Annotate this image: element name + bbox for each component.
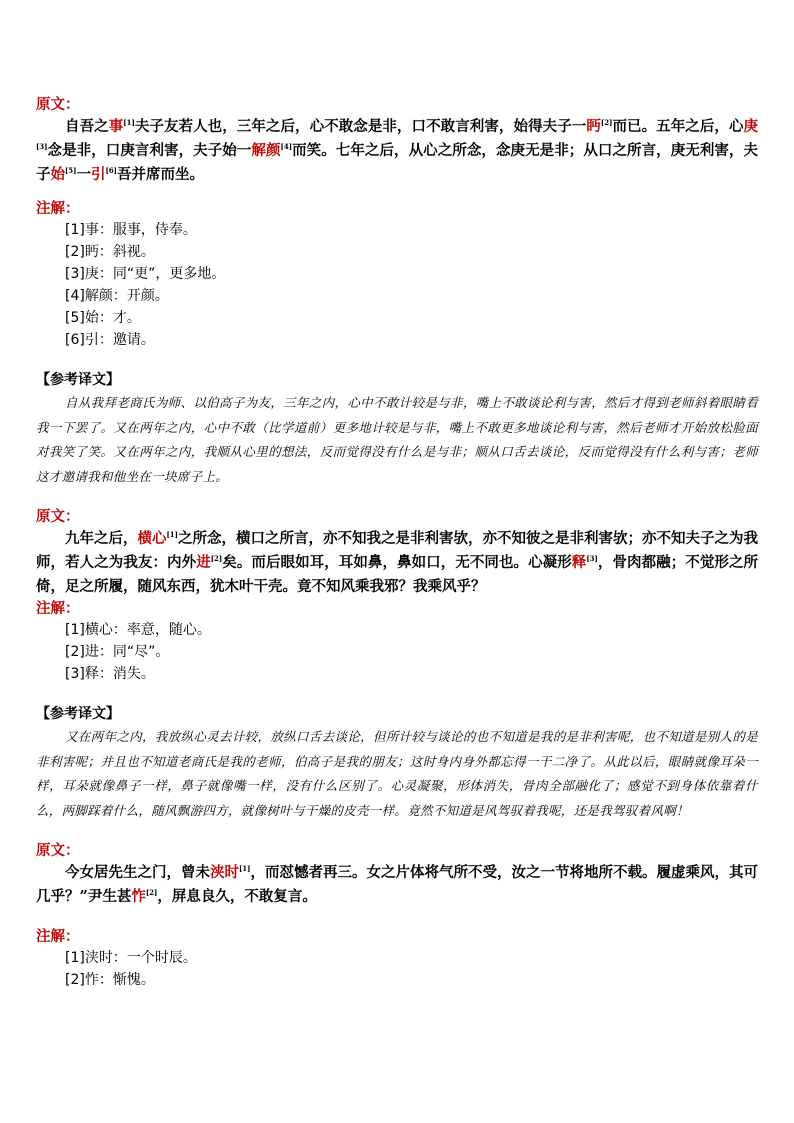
notes-list [36, 947, 758, 991]
reference-translation-heading: 【参考译文】 [36, 372, 120, 388]
annotated-term: 庚 [743, 118, 759, 135]
original-text [36, 527, 758, 599]
original-text-segment: 九年之后， [65, 530, 138, 547]
annotated-term: 引 [91, 166, 106, 183]
note-item: [2]眄：斜视。 [65, 244, 155, 260]
original-text-segment: ，而怼憾者再三。女之片体将气所不受，汝之一节将地所不载。履虚乘风，其可几乎？”尹生甚 [36, 864, 758, 905]
note-item: [1]事：服事，侍奉。 [65, 222, 197, 238]
original-text-segment: 一 [76, 166, 91, 183]
original-text [36, 115, 758, 187]
footnote-marker: [4] [280, 142, 293, 151]
original-text-segment: 矣。而后眼如耳，耳如鼻，鼻如口，无不同也。心凝形 [222, 554, 572, 571]
footnote-marker: [3] [36, 142, 48, 151]
footnote-marker: [2] [600, 118, 613, 127]
original-text-segment: 之所念，横口之所言，亦不知我之是非利害欤，亦不知彼之是非利害欤；亦不知夫子之为我师，若人之为我友：内外 [36, 530, 758, 571]
annotated-term: 释 [571, 554, 587, 571]
original-text-segment: 念是非，口庚言利害，夫子始一 [47, 142, 252, 159]
footnote-marker: [5] [65, 166, 77, 175]
note-item: [2]进：同“尽”。 [65, 644, 170, 660]
translation-text: 自从我拜老商氏为师、以伯高子为友，三年之内，心中不敢计较是与非，嘴上不敢谈论利与害，然后才得到老师斜着眼睛看我一下罢了。又在两年之内，心中不敢（比学道前）更多地计较是与非，嘴上不敢更多地谈论利与害，然后老师才开始放松脸面对我笑了笑。又在两年之内，我顺从心里的想法，反而觉得没有什么是与非；顺从口舌去谈论，反而觉得没有什么利与害；老师这才邀请我和他坐在一块席子上。 [36, 395, 758, 484]
note-item: [1]横心：率意，随心。 [65, 622, 211, 638]
note-item: [1]浃时：一个时辰。 [65, 950, 197, 966]
notes-list [36, 219, 758, 351]
footnote-marker: [2] [210, 554, 223, 563]
annotated-term: 解颜 [251, 142, 281, 159]
original-text-segment: 吾并席而坐。 [117, 166, 204, 183]
original-label: 原文： [36, 842, 80, 859]
original-label: 原文： [36, 508, 80, 525]
note-item: [4]解颜：开颜。 [65, 288, 169, 304]
annotated-term: 始 [50, 166, 65, 183]
notes-list [36, 619, 758, 685]
notes-label: 注解： [36, 600, 80, 617]
footnote-marker: [1] [166, 530, 178, 539]
original-text-segment: 自吾之 [65, 118, 109, 135]
annotated-term: 浃时 [210, 864, 239, 881]
reference-translation-heading: 【参考译文】 [36, 706, 120, 722]
original-text-segment: ，屏息良久，不敢复言。 [157, 888, 317, 905]
annotated-term: 眄 [586, 118, 601, 135]
original-label: 原文： [36, 96, 80, 113]
original-text-segment: ，骨肉都融；不觉形之所倚，足之所履，随风东西，犹木叶干壳。竟不知风乘我邪？我乘风乎？ [36, 554, 759, 595]
original-text [36, 861, 758, 909]
annotated-term: 事 [108, 118, 124, 135]
footnote-marker: [1] [123, 118, 135, 127]
note-item: [6]引：邀请。 [65, 332, 155, 348]
note-item: [5]始：才。 [65, 310, 141, 326]
footnote-marker: [1] [239, 864, 251, 873]
annotated-term: 进 [196, 554, 211, 571]
document-page [36, 95, 758, 991]
note-item: [3]释：消失。 [65, 666, 155, 682]
notes-label: 注解： [36, 200, 80, 217]
footnote-marker: [3] [586, 554, 598, 563]
original-text-segment: 今女居先生之门，曾未 [65, 864, 210, 881]
original-text-segment: 而笑。七年之后，从心之所念，念庚无是非；从口之所言，庚无利害，夫子 [36, 142, 759, 183]
translation-text: 又在两年之内，我放纵心灵去计较，放纵口舌去谈论，但所计较与谈论的也不知道是我的是非利害呢，也不知道是别人的是非利害呢；并且也不知道老商氏是我的老师，伯高子是我的朋友；这时身内身外都忘得一干二净了。从此以后，眼睛就像耳朵一样，耳朵就像鼻子一样，鼻子就像嘴一样，没有什么区别了。心灵凝聚，形体消失，骨肉全部融化了；感觉不到身体依靠着什么，两脚踩着什么，随风飘游四方，就像树叶与干燥的皮壳一样。竟然不知道是风驾驭着我呢，还是我驾驭着风啊！ [36, 729, 758, 818]
annotated-term: 怍 [131, 888, 146, 905]
original-text-segment: 而已。五年之后，心 [612, 118, 744, 135]
note-item: [2]怍：惭愧。 [65, 972, 155, 988]
notes-label: 注解： [36, 928, 80, 945]
annotated-term: 横心 [137, 530, 167, 547]
footnote-marker: [6] [105, 166, 117, 175]
original-text-segment: 夫子友若人也，三年之后，心不敢念是非，口不敢言利害，始得夫子一 [134, 118, 587, 135]
footnote-marker: [2] [145, 888, 158, 897]
note-item: [3]庚：同“更”，更多地。 [65, 266, 226, 282]
